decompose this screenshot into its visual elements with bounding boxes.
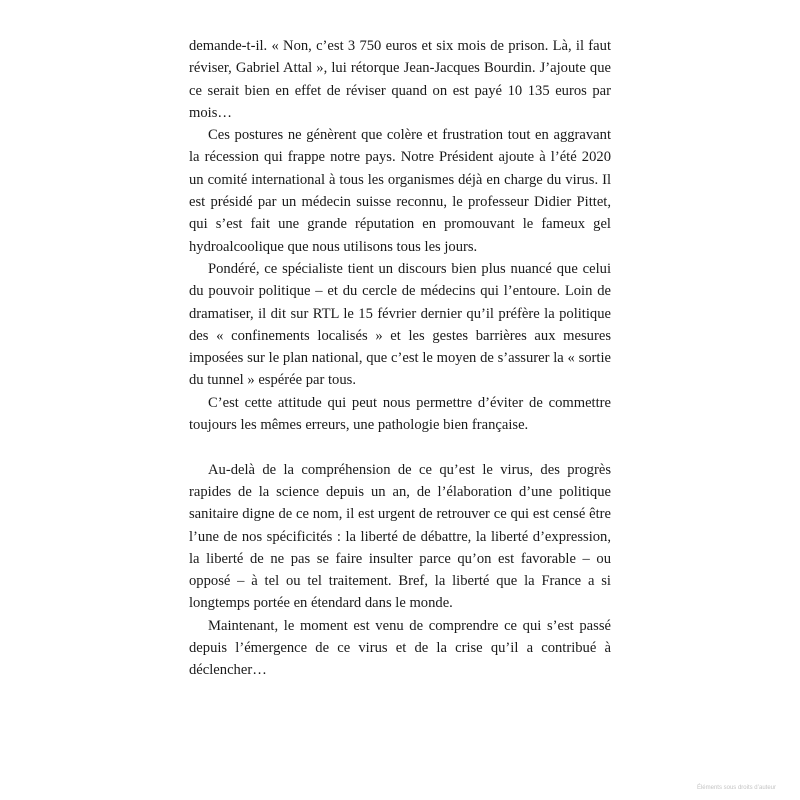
paragraph: Ces postures ne génèrent que colère et frustration tout en aggravant la récession qui frappe notre pays. Notre Président ajoute à l’été 2020 un comité international à tous les organismes déjà en charge du virus. Il est présidé par un médecin suisse reconnu, le professeur Didier Pittet, qui s’est fait une grande réputation en promouvant le fameux gel hydroalcoolique que nous utilisons tous les jours. xyxy=(189,127,611,255)
paragraph: Maintenant, le moment est venu de comprendre ce qui s’est passé depuis l’émergence de ce virus et de la crise qu’il a contribué à déclencher… xyxy=(189,617,611,679)
paragraph: Au-delà de la compréhension de ce qu’est le virus, des progrès rapides de la science depuis un an, de l’élaboration d’une politique sanitaire digne de ce nom, il est urgent de retrouver ce qui est censé être l’une de nos spécificités : la liberté de débattre, la liberté d’expression, la liberté de ne pas se faire insulter parce qu’on est favorable – ou opposé – à tel ou tel traitement. Bref, la liberté que la France a si longtemps portée en étendard dans le monde. xyxy=(189,461,611,612)
paragraph: Pondéré, ce spécialiste tient un discours bien plus nuancé que celui du pouvoir politique – et du cercle de médecins qui l’entoure. Loin de dramatiser, il dit sur RTL le 15 février dernier qu’il préfère la politique des « confinements localisés » et les gestes barrières aux mesures imposées sur le plan national, que c’est le moyen de s’assurer la « sortie du tunnel » espérée par tous. xyxy=(189,260,611,389)
paragraph: C’est cette attitude qui peut nous permettre d’éviter de commettre toujours les mêmes erreurs, une pathologie bien française. xyxy=(189,394,611,434)
copyright-watermark: Éléments sous droits d’auteur xyxy=(696,785,776,791)
page-body xyxy=(189,35,611,682)
paragraph: demande-t-il. « Non, c’est 3 750 euros et six mois de prison. Là, il faut réviser, Gabriel Attal », lui rétorque Jean-Jacques Bourdin. J’ajoute que ce serait bien en effet de réviser quand on est payé 10 135 euros par mois… xyxy=(189,38,611,121)
